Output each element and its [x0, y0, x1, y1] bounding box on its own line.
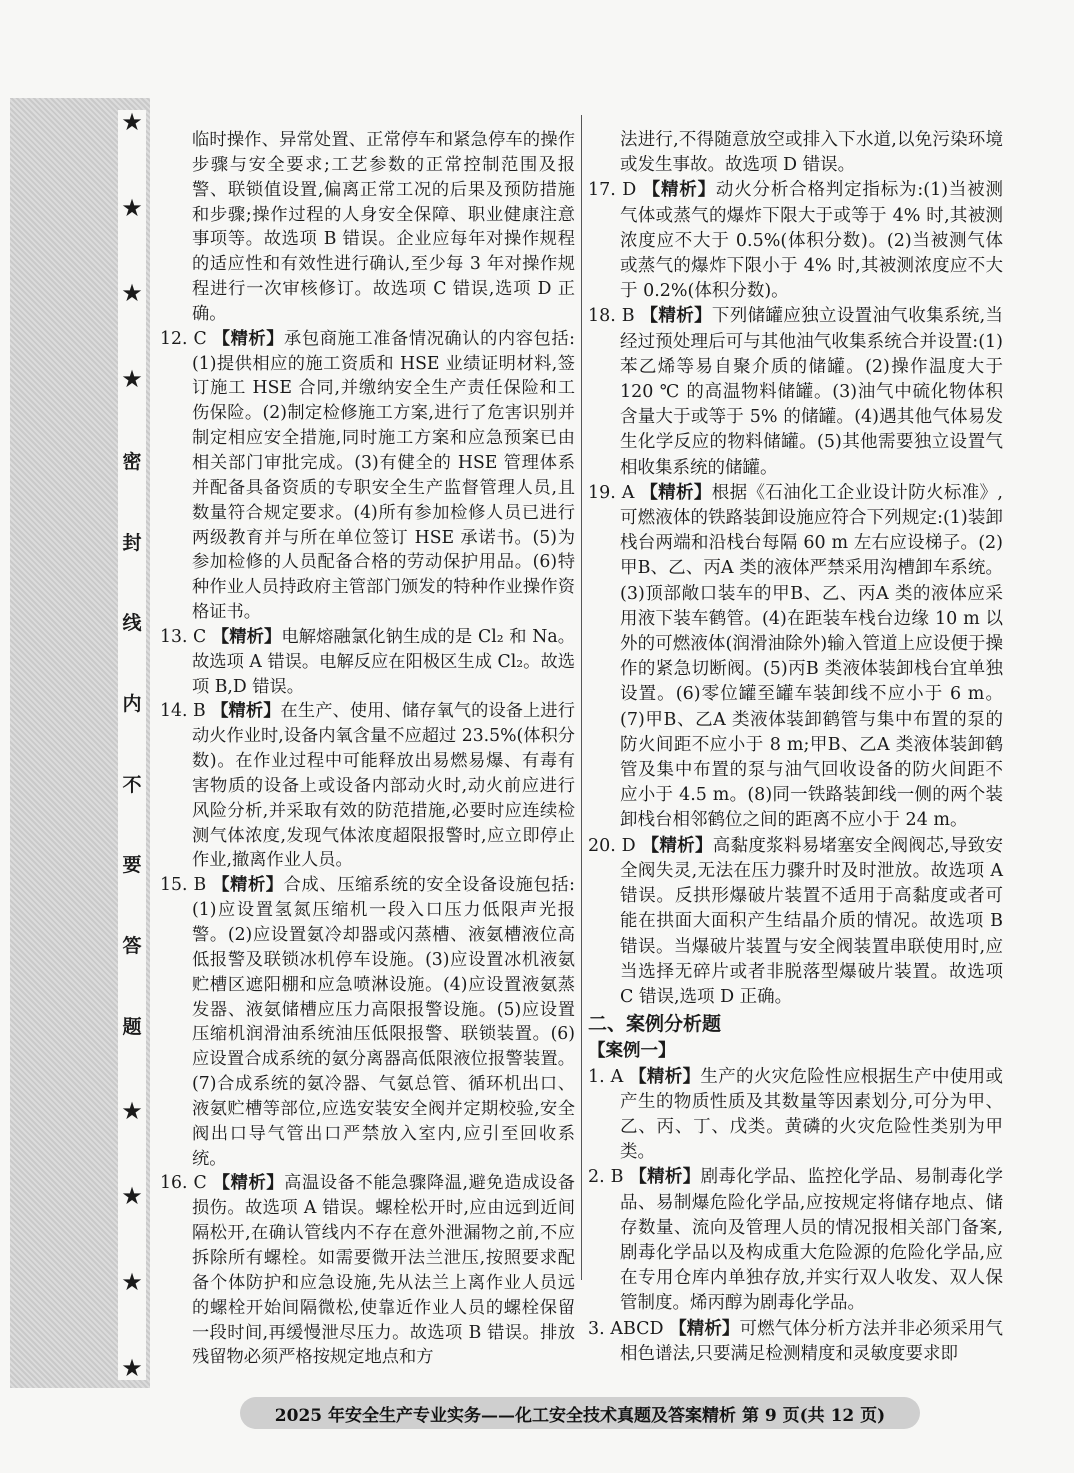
- answer-number: 14. B: [160, 701, 206, 722]
- analysis-tag: 【精析】: [212, 328, 285, 349]
- binding-margin: [118, 110, 146, 1380]
- analysis-tag: 【精析】: [211, 701, 281, 722]
- answer-item: [588, 304, 1003, 480]
- analysis-tag: 【精析】: [212, 875, 284, 896]
- answer-item: [588, 1065, 1003, 1166]
- binding-char: 不: [122, 773, 142, 796]
- answer-number: 17. D: [588, 180, 637, 201]
- answer-number: 13. C: [160, 626, 207, 647]
- analysis-tag: 【精析】: [629, 1066, 701, 1087]
- analysis-tag: 【精析】: [640, 482, 712, 503]
- left-column: [160, 128, 575, 1370]
- answer-item: [588, 481, 1003, 834]
- answer-number: 2. B: [588, 1167, 624, 1188]
- answer-item: [160, 873, 575, 1171]
- answer-text: 根据《石油化工企业设计防火标准》,可燃液体的铁路装卸设施应符合下列规定:(1)装卸栈台两端和沿栈台每隔 60 m 左右应设梯子。(2)甲B、乙、丙A 类的液体严禁采用沟槽卸车系统。(3)顶部敞口装车的甲B、乙、丙A 类的液体应采用液下装车鹤管。(4)在距装车栈台边缘 10 m 以外的可燃液体(润滑油除外)输入管道上应设便于操作的紧急切断阀。(5)丙B 类液体装卸栈台宜单独设置。(6)零位罐至罐车装卸线不应小于 6 m。(7)甲B、乙A 类液体装卸鹤管与集中布置的泵的防火间距不应小于 8 m;甲B、乙A 类液体装卸鹤管及集中布置的泵与油气回收设备的防火间距不应小于 4.5 m。(8)同一铁路装卸线一侧的两个装卸栈台相邻鹤位之间的距离不应小于 24 m。: [620, 482, 1003, 831]
- answer-text: 生产的火灾危险性应根据生产中使用或产生的物质性质及其数量等因素划分,可分为甲、乙、丙、丁、戊类。黄磷的火灾危险性类别为甲类。: [620, 1066, 1003, 1163]
- analysis-tag: 【精析】: [211, 626, 282, 647]
- answer-item: [588, 834, 1003, 1010]
- answer-item: [588, 1317, 1003, 1367]
- binding-char: 要: [122, 854, 142, 877]
- star-icon: ★: [121, 1096, 143, 1125]
- answer-text: 下列储罐应独立设置油气收集系统,当经过预处理后可与其他油气收集系统合并设置:(1)苯乙烯等易自聚介质的储罐。(2)操作温度大于 120 ℃ 的高温物料储罐。(3)油气中硫化物体积含量大于或等于 5% 的储罐。(4)遇其他气体易发生化学反应的物料储罐。(5)其他需要独立设置气相收集系统的储罐。: [620, 306, 1004, 478]
- binding-char: 线: [122, 612, 142, 635]
- answer-paragraph: 临时操作、异常处置、正常停车和紧急停车的操作步骤与安全要求;工艺参数的正常控制范围及报警、联锁值设置,偏离正常工况的后果及预防措施和步骤;操作过程的人身安全保障、职业健康注意事项等。故选项 B 错误。企业应每年对操作规程的适应性和有效性进行确认,至少每 3 年对操作规程进行一次审核修订。故选项 C 错误,选项 D 正确。: [192, 130, 575, 324]
- answer-number: 1. A: [588, 1066, 624, 1087]
- analysis-tag: 【精析】: [641, 835, 713, 856]
- answer-item: [160, 699, 575, 873]
- analysis-tag: 【精析】: [669, 1318, 740, 1339]
- answer-text: 高温设备不能急骤降温,避免造成设备损伤。故选项 A 错误。螺栓松开时,应由远到近间隔松开,在确认管线内不存在意外泄漏物之前,不应拆除所有螺栓。如需要微开法兰泄压,按照要求配备个体防护和应急设施,先从法兰上离作业人员远的螺栓开始间隔微松,使靠近作业人员的螺栓保留一段时间,再缓慢泄尽压力。故选项 B 错误。排放残留物必须严格按规定地点和方: [192, 1173, 575, 1368]
- page-footer: [240, 1397, 920, 1429]
- answer-number: 15. B: [160, 875, 207, 896]
- answer-text: 在生产、使用、储存氧气的设备上进行动火作业时,设备内氧含量不应超过 23.5%(体积分数)。在作业过程中可能释放出易燃易爆、有毒有害物质的设备上或设备内部动火时,动火前应进行风险分析,并采取有效的防范措施,必要时应连续检测气体浓度,发现气体浓度超限报警时,应立即停止作业,撤离作业人员。: [192, 701, 575, 871]
- answer-number: 12. C: [160, 328, 207, 349]
- star-icon: ★: [121, 193, 143, 222]
- case-title: 【案例一】: [588, 1041, 676, 1062]
- column-divider: [581, 115, 582, 1280]
- star-icon: ★: [121, 1182, 143, 1211]
- binding-char: 答: [122, 935, 142, 958]
- star-icon: ★: [121, 279, 143, 308]
- analysis-tag: 【精析】: [640, 306, 712, 327]
- answer-text: 承包商施工准备情况确认的内容包括:(1)提供相应的施工资质和 HSE 业绩证明材料,签订施工 HSE 合同,并缴纳安全生产责任保险和工伤保险。(2)制定检修施工方案,进行了危害识别并制定相应安全措施,同时施工方案和应急预案已由相关部门审批完成。(3)有健全的 HSE 管理体系并配备具备资质的专职安全生产监督管理人员,且数量符合规定要求。(4)所有参加检修人员已进行两级教育并与所在单位签订 HSE 承诺书。(5)为参加检修的人员配备合格的劳动保护用品。(6)特种作业人员持政府主管部门颁发的特种作业操作资格证书。: [192, 328, 575, 623]
- star-icon: ★: [121, 108, 143, 136]
- answer-item: [160, 327, 575, 625]
- answer-item: [160, 1171, 575, 1370]
- binding-char: 题: [122, 1015, 142, 1038]
- answer-text: 动火分析合格判定指标为:(1)当被测气体或蒸气的爆炸下限大于或等于 4% 时,其被测浓度应不大于 0.5%(体积分数)。(2)当被测气体或蒸气的爆炸下限小于 4% 时,其被测浓度应不大于 0.2%(体积分数)。: [620, 180, 1003, 302]
- answer-text: 可燃气体分析方法并非必须采用气相色谱法,只要满足检测精度和灵敏度要求即: [620, 1318, 1003, 1364]
- answer-number: 19. A: [588, 482, 635, 503]
- answer-text: 剧毒化学品、监控化学品、易制毒化学品、易制爆危险化学品,应按规定将储存地点、储存数量、流向及管理人员的情况报相关部门备案,剧毒化学品以及构成重大危险源的危险化学品,应在专用仓库内单独存放,并实行双人收发、双人保管制度。烯丙醇为剧毒化学品。: [620, 1167, 1004, 1314]
- binding-char: 封: [122, 531, 142, 554]
- answer-text: 高黏度浆料易堵塞安全阀阀芯,导致安全阀失灵,无法在压力骤升时及时泄放。故选项 A 错误。反拱形爆破片装置不适用于高黏度或者可能在拱面大面积产生结晶介质的情况。故选项 B 错误。当爆破片装置与安全阀装置串联使用时,应当选择无碎片或者非脱落型爆破片装置。故选项 C 错误,选项 D 正确。: [620, 835, 1003, 1007]
- footer-text: 2025 年安全生产专业实务——化工安全技术真题及答案精析 第 9 页(共 12 页): [274, 1405, 886, 1426]
- star-icon: ★: [121, 1353, 143, 1382]
- analysis-tag: 【精析】: [629, 1167, 701, 1188]
- right-column: [588, 128, 1003, 1367]
- answer-text: 电解熔融氯化钠生成的是 Cl₂ 和 Na。故选项 A 错误。电解反应在阳极区生成 Cl₂。故选项 B,D 错误。: [192, 626, 575, 697]
- answer-text: 合成、压缩系统的安全设备设施包括:(1)应设置氢氮压缩机一段入口压力低限声光报警。(2)应设置氨冷却器或闪蒸槽、液氨槽液位高低报警及联锁冰机停车设施。(3)应设置冰机液氨贮槽区遮阳棚和应急喷淋设施。(4)应设置液氨蒸发器、液氨储槽应压力高限报警设施。(5)应设置压缩机润滑油系统油压低限报警、联锁装置。(6)应设置合成系统的氨分离器高低限液位报警装置。(7)合成系统的氨冷器、气氨总管、循环机出口、液氨贮槽等部位,应选安装安全阀并定期校验,安全阀出口导气管出口严禁放入室内,应引至回收系统。: [192, 875, 575, 1169]
- answer-number: 16. C: [160, 1173, 207, 1194]
- answer-number: 3. ABCD: [588, 1318, 664, 1339]
- answer-number: 18. B: [588, 306, 635, 327]
- star-icon: ★: [121, 1268, 143, 1297]
- answer-number: 20. D: [588, 835, 636, 856]
- binding-char: 密: [122, 450, 142, 473]
- star-icon: ★: [121, 365, 143, 394]
- analysis-tag: 【精析】: [212, 1173, 285, 1194]
- answer-item: [588, 1165, 1003, 1316]
- analysis-tag: 【精析】: [642, 180, 716, 201]
- answer-item: [160, 625, 575, 700]
- section-title: 二、案例分析题: [588, 1013, 722, 1036]
- answer-item: [588, 178, 1003, 304]
- binding-char: 内: [122, 693, 142, 716]
- answer-paragraph: 法进行,不得随意放空或排入下水道,以免污染环境或发生事故。故选项 D 错误。: [620, 130, 1003, 176]
